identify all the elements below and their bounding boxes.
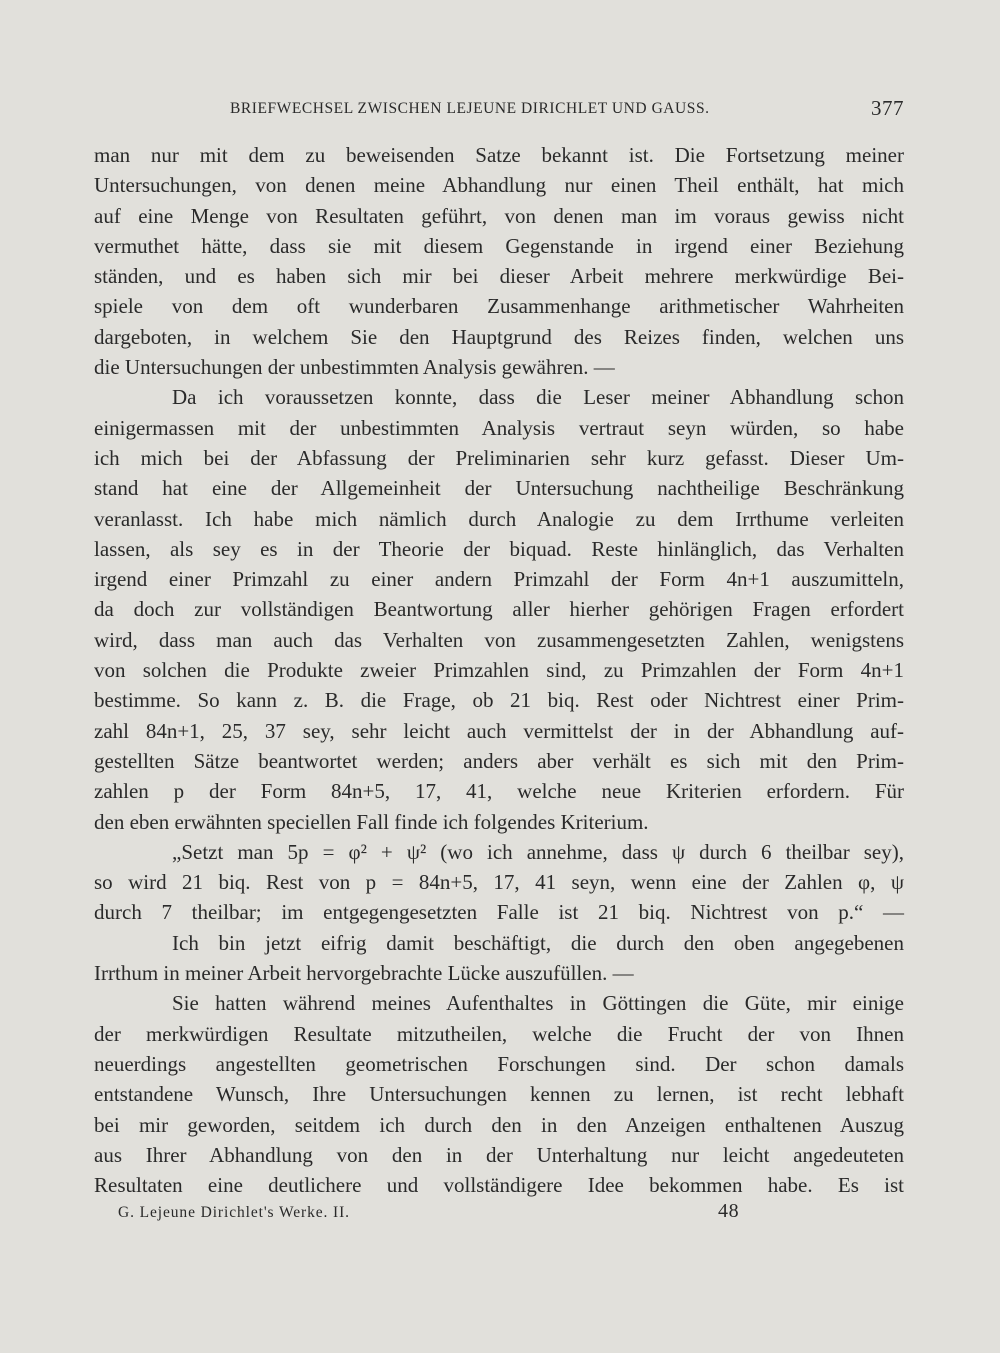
text-line: Resultaten eine deutlichere und vollständigere Idee bekommen habe. Es ist: [94, 1173, 904, 1198]
page-footer: [118, 1198, 818, 1228]
text-line: zahlen p der Form 84n+5, 17, 41, welche neue Kriterien erfordern. Für: [94, 779, 904, 804]
text-line: der merkwürdigen Resultate mitzutheilen, welche die Frucht der von Ihnen: [94, 1021, 904, 1046]
text-line: vermuthet hätte, dass sie mit diesem Gegenstande in irgend einer Beziehung: [94, 233, 904, 258]
text-line: lassen, als sey es in der Theorie der biquad. Reste hinlänglich, das Verhalten: [94, 536, 904, 561]
text-line: dargeboten, in welchem Sie den Hauptgrund des Reizes finden, welchen uns: [94, 324, 904, 349]
text-line: da doch zur vollständigen Beantwortung aller hierher gehörigen Fragen erfordert: [94, 597, 904, 622]
text-line: die Untersuchungen der unbestimmten Analysis gewähren. —: [94, 355, 615, 380]
text-line: gestellten Sätze beantwortet werden; anders aber verhält es sich mit den Prim-: [94, 748, 904, 773]
text-line: bei mir geworden, seitdem ich durch den in den Anzeigen enthaltenen Auszug: [94, 1112, 904, 1137]
text-line: man nur mit dem zu beweisenden Satze bekannt ist. Die Fortsetzung meiner: [94, 143, 904, 167]
formula-line: so wird 21 biq. Rest von p = 84n+5, 17, 41 seyn, wenn eine der Zahlen φ, ψ: [94, 870, 904, 895]
page-header: [96, 96, 904, 126]
text-line: ständen, und es haben sich mir bei dieser Arbeit mehrere merkwürdige Bei-: [94, 264, 904, 289]
signature-mark: G. Lejeune Dirichlet's Werke. II.: [118, 1204, 350, 1221]
text-line: aus Ihrer Abhandlung von den in der Unterhaltung nur leicht angedeuteten: [94, 1142, 904, 1167]
page-number: 377: [871, 96, 904, 120]
body-text: [94, 140, 904, 1200]
text-line: zahl 84n+1, 25, 37 sey, sehr leicht auch vermittelst der in der Abhandlung auf-: [94, 718, 904, 743]
text-line: einigermassen mit der unbestimmten Analysis vertraut seyn würden, so habe: [94, 415, 904, 440]
text-line: ich mich bei der Abfassung der Preliminarien sehr kurz gefasst. Dieser Um-: [94, 445, 904, 470]
text-line: bestimme. So kann z. B. die Frage, ob 21 biq. Rest oder Nichtrest einer Prim-: [94, 688, 904, 713]
signature-number: 48: [718, 1200, 740, 1222]
text-line: auf eine Menge von Resultaten geführt, von denen man im voraus gewiss nicht: [94, 203, 904, 228]
text-line: Untersuchungen, von denen meine Abhandlung nur einen Theil enthält, hat mich: [94, 173, 904, 198]
text-line: veranlasst. Ich habe mich nämlich durch Analogie zu dem Irrthume verleiten: [94, 506, 904, 531]
text-line: von solchen die Produkte zweier Primzahlen sind, zu Primzahlen der Form 4n+1: [94, 658, 904, 683]
text-line: stand hat eine der Allgemeinheit der Untersuchung nachtheilige Beschränkung: [94, 476, 904, 501]
text-line: spiele von dem oft wunderbaren Zusammenhange arithmetischer Wahrheiten: [94, 294, 904, 319]
formula-line: durch 7 theilbar; im entgegengesetzten Falle ist 21 biq. Nichtrest von p.“ —: [94, 900, 904, 925]
formula-line: „Setzt man 5p = φ² + ψ² (wo ich annehme, dass ψ durch 6 theilbar sey),: [172, 839, 904, 864]
text-line: den eben erwähnten speciellen Fall finde ich folgendes Kriterium.: [94, 809, 649, 834]
text-line: Ich bin jetzt eifrig damit beschäftigt, die durch den oben angegebenen: [172, 930, 904, 955]
text-line: Da ich voraussetzen konnte, dass die Leser meiner Abhandlung schon: [172, 385, 904, 410]
running-title: BRIEFWECHSEL ZWISCHEN LEJEUNE DIRICHLET UND GAUSS.: [230, 100, 710, 117]
text-line: wird, dass man auch das Verhalten von zusammengesetzten Zahlen, wenigstens: [94, 627, 904, 652]
text-line: neuerdings angestellten geometrischen Forschungen sind. Der schon damals: [94, 1051, 904, 1076]
text-line: entstandene Wunsch, Ihre Untersuchungen kennen zu lernen, ist recht lebhaft: [94, 1082, 904, 1107]
text-line: irgend einer Primzahl zu einer andern Primzahl der Form 4n+1 auszumitteln,: [94, 567, 904, 592]
text-line: Sie hatten während meines Aufenthaltes in Göttingen die Güte, mir einige: [172, 991, 904, 1016]
text-line: Irrthum in meiner Arbeit hervorgebrachte Lücke auszufüllen. —: [94, 961, 634, 986]
